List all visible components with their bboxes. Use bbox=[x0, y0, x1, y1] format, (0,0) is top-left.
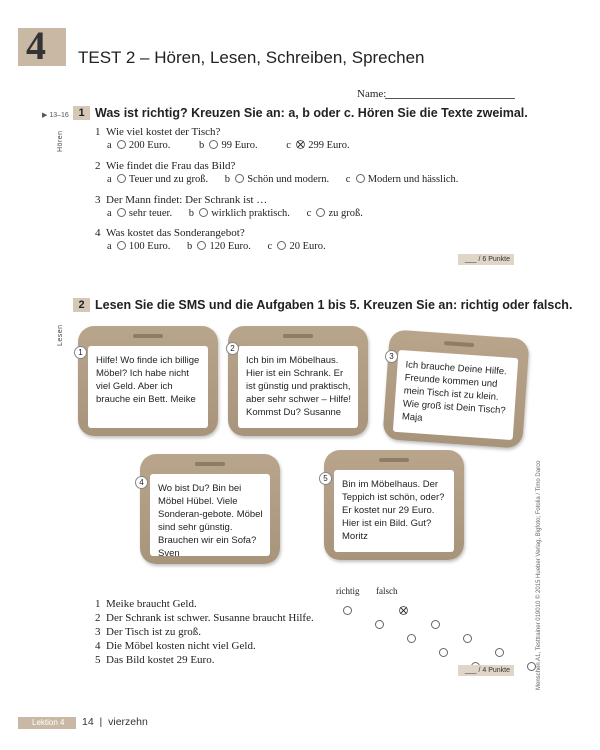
richtig-radio-1[interactable] bbox=[343, 606, 352, 615]
sms-text: Ich bin im Möbelhaus. Hier ist ein Schrank. Er ist günstig und praktisch, aber sehr schwer – Hilfe! Kommst Du? Susanne bbox=[246, 355, 352, 418]
option-radio[interactable] bbox=[277, 241, 286, 250]
phone-screen bbox=[88, 346, 208, 428]
statement-4: 4 Die Möbel kosten nicht viel Geld. bbox=[95, 640, 256, 652]
option-radio-checked[interactable] bbox=[296, 140, 305, 149]
question-1-options: a 200 Euro. b 99 Euro. c 299 Euro. bbox=[107, 140, 350, 151]
side-label-hoeren: Hören bbox=[57, 130, 64, 152]
statement-5: 5 Das Bild kostet 29 Euro. bbox=[95, 654, 215, 666]
task-2-points: ___ / 4 Punkte bbox=[458, 665, 514, 676]
statement-1: 1 Meike braucht Geld. bbox=[95, 598, 197, 610]
question-2-options: a Teuer und zu groß. b Schön und modern. c Modern und hässlich. bbox=[107, 174, 459, 185]
sms-text: Ich brauche Deine Hilfe. Freunde kommen und mein Tisch ist zu klein. Wie groß ist Dein Tisch? Maja bbox=[401, 359, 508, 424]
option-radio[interactable] bbox=[209, 140, 218, 149]
richtig-radio-3[interactable] bbox=[407, 634, 416, 643]
option-radio[interactable] bbox=[235, 174, 244, 183]
phone-speaker bbox=[133, 334, 163, 338]
richtig-radio-4[interactable] bbox=[439, 648, 448, 657]
phone-speaker bbox=[379, 458, 409, 462]
sms-phone-3 bbox=[382, 329, 529, 448]
question-4: 4 Was kostet das Sonderangebot? bbox=[95, 227, 245, 239]
name-field[interactable] bbox=[385, 98, 515, 99]
task-1-number: 1 bbox=[73, 106, 90, 120]
option-radio[interactable] bbox=[117, 241, 126, 250]
chapter-number: 4 bbox=[26, 23, 46, 68]
sms-phone-4 bbox=[140, 454, 280, 564]
side-label-lesen: Lesen bbox=[57, 324, 64, 346]
phone-screen bbox=[150, 474, 270, 559]
richtig-radio-2[interactable] bbox=[375, 620, 384, 629]
option-radio[interactable] bbox=[356, 174, 365, 183]
option-radio[interactable] bbox=[117, 140, 126, 149]
question-3: 3 Der Mann findet: Der Schrank ist … bbox=[95, 194, 268, 206]
task-2-title: Lesen Sie die SMS und die Aufgaben 1 bis 5. Kreuzen Sie an: richtig oder falsch. bbox=[95, 298, 573, 312]
column-richtig: richtig bbox=[336, 586, 360, 596]
question-3-options: a sehr teuer. b wirklich praktisch. c zu groß. bbox=[107, 208, 363, 219]
phone-speaker bbox=[444, 341, 474, 347]
copyright-note: Menschen A1, Testtrainer 019010 © 2015 Hueber Verlag, Bigfoto; Fotolia / Timo Darco bbox=[536, 460, 542, 690]
sms-number: 1 bbox=[74, 346, 87, 359]
phone-speaker bbox=[195, 462, 225, 466]
falsch-radio-4[interactable] bbox=[495, 648, 504, 657]
task-2-number: 2 bbox=[73, 298, 90, 312]
task-1-title: Was ist richtig? Kreuzen Sie an: a, b oder c. Hören Sie die Texte zweimal. bbox=[95, 106, 528, 120]
phone-speaker bbox=[283, 334, 313, 338]
sms-number: 4 bbox=[135, 476, 148, 489]
page-title: TEST 2 – Hören, Lesen, Schreiben, Sprechen bbox=[78, 48, 425, 67]
question-4-options: a 100 Euro. b 120 Euro. c 20 Euro. bbox=[107, 241, 326, 252]
sms-text: Hilfe! Wo finde ich billige Möbel? Ich habe nicht viel Geld. Aber ich brauche ein Bett. Meike bbox=[96, 355, 200, 405]
statement-3: 3 Der Tisch ist zu groß. bbox=[95, 626, 202, 638]
option-radio[interactable] bbox=[117, 208, 126, 217]
footer-lesson: Lektion 4 bbox=[18, 717, 76, 729]
sms-number: 2 bbox=[226, 342, 239, 355]
question-2: 2 Wie findet die Frau das Bild? bbox=[95, 160, 236, 172]
option-radio[interactable] bbox=[316, 208, 325, 217]
statement-2: 2 Der Schrank ist schwer. Susanne braucht Hilfe. bbox=[95, 612, 314, 624]
name-label: Name: bbox=[357, 88, 387, 100]
sms-phone-1 bbox=[78, 326, 218, 436]
option-radio[interactable] bbox=[117, 174, 126, 183]
sms-text: Bin im Möbelhaus. Der Teppich ist schön, oder? Er kostet nur 29 Euro. Hier ist ein Bild. Gut? Moritz bbox=[342, 479, 445, 542]
footer-page: 14 | vierzehn bbox=[82, 716, 148, 728]
falsch-radio-3[interactable] bbox=[463, 634, 472, 643]
sms-phone-5 bbox=[324, 450, 464, 560]
phone-screen bbox=[393, 350, 518, 440]
question-1: 1 Wie viel kostet der Tisch? bbox=[95, 126, 221, 138]
sms-number: 5 bbox=[319, 472, 332, 485]
audio-track-label: ▶ 13–16 bbox=[42, 112, 69, 119]
falsch-radio-1-checked[interactable] bbox=[399, 606, 408, 615]
column-falsch: falsch bbox=[376, 586, 398, 596]
falsch-radio-2[interactable] bbox=[431, 620, 440, 629]
falsch-radio-5[interactable] bbox=[527, 662, 536, 671]
task-1-points: ___ / 6 Punkte bbox=[458, 254, 514, 265]
phone-screen bbox=[238, 346, 358, 428]
phone-screen bbox=[334, 470, 454, 552]
sms-text: Wo bist Du? Bin bei Möbel Hübel. Viele Sonderan-gebote. Möbel sind sehr günstig. Brauchen wir ein Sofa? Sven bbox=[158, 483, 263, 559]
sms-number: 3 bbox=[385, 350, 398, 363]
option-radio[interactable] bbox=[197, 241, 206, 250]
sms-phone-2 bbox=[228, 326, 368, 436]
option-radio[interactable] bbox=[199, 208, 208, 217]
